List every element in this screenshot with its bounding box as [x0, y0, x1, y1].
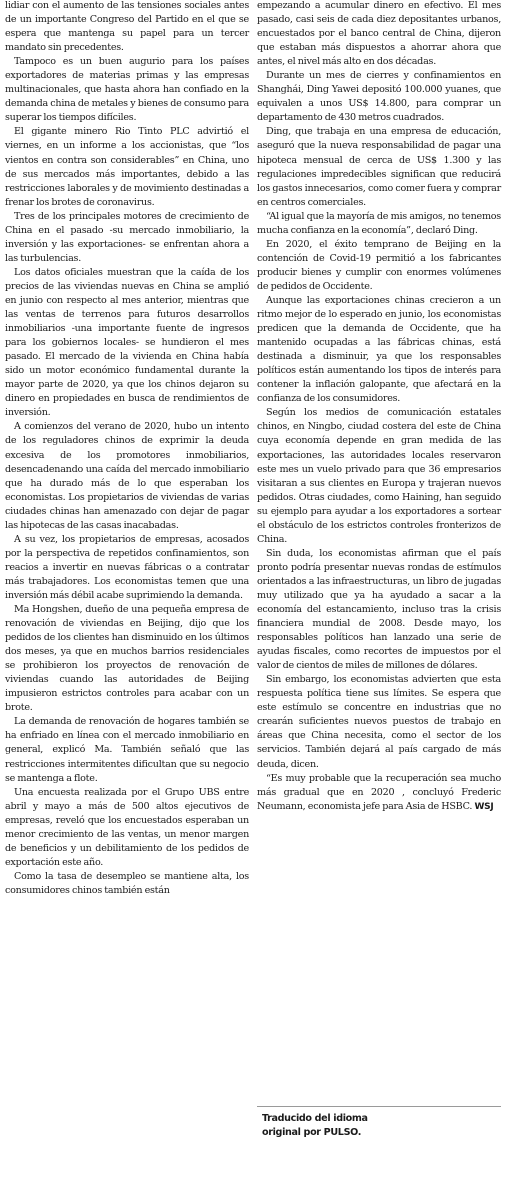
article-paragraph: Según los medios de comunicación estatales chinos, en Ningbo, ciudad costera del este de China cuya economía depende en gran medida de las exportaciones, las autoridades locales reservaron este mes un vuelo privado para que 36 empresarios visitaran a sus clientes en Europa y trajeran nuevos pedidos. Otras ciudades, como Haining, han seguido su ejemplo para ayudar a los exportadores a sortear el obstáculo de los estrictos controles fronterizos de China.: [257, 407, 501, 545]
article-paragraph: Ma Hongshen, dueño de una pequeña empresa de renovación de viviendas en Beijing, dijo que los pedidos de los clientes han disminuido en los últimos dos meses, ya que en muchos barrios residenciales se prohibieron los proyectos de renovación de viviendas cuando las autoridades de Beijing impusieron estrictos controles para acabar con un brote.: [5, 604, 249, 714]
article-paragraph: A su vez, los propietarios de empresas, acosados por la perspectiva de repetidos confinamientos, son reacios a invertir en nuevas fábricas o a contratar más trabajadores. Los economistas temen que una inversión más débil acabe suprimiendo la demanda.: [5, 533, 249, 601]
article-column-left: [5, 0, 249, 898]
article-paragraph: Una encuesta realizada por el Grupo UBS entre abril y mayo a más de 500 altos ejecutivos de empresas, reveló que los encuestados esperaban un menor crecimiento de las ventas, un menor margen de beneficios y un debilitamiento de los pedidos de exportación este año.: [5, 786, 249, 868]
article-paragraph: La demanda de renovación de hogares también se ha enfriado en línea con el mercado inmobiliario en general, explicó Ma. También señaló que las restricciones intermitentes dificultan que su negocio se mantenga a flote.: [5, 716, 249, 784]
article-paragraph: Los datos oficiales muestran que la caída de los precios de las viviendas nuevas en China se amplió en junio con respecto al mes anterior, mientras que las ventas de terrenos para futuros desarrollos inmobiliarios -una importante fuente de ingresos para los gobiernos locales- se hundieron el mes pasado. El mercado de la vivienda en China había sido un motor económico fundamental durante la mayor parte de 2020, ya que los chinos dejaron su dinero en propiedades en busca de rendimientos de inversión.: [5, 266, 249, 419]
article-paragraph: Tampoco es un buen augurio para los países exportadores de materias primas y las empresas multinacionales, que hasta ahora han confiado en la demanda china de metales y bienes de consumo para superar los tiempos difíciles.: [5, 56, 249, 124]
article-paragraph: lidiar con el aumento de las tensiones sociales antes de un importante Congreso del Partido en el que se espera que mantenga su papel para un tercer mandato sin precedentes.: [5, 0, 249, 54]
article-paragraph: Tres de los principales motores de crecimiento de China en el pasado -su mercado inmobiliario, la inversión y las exportaciones- se enfrentan ahora a las turbulencias.: [5, 210, 249, 264]
article-paragraph: “Es muy probable que la recuperación sea mucho más gradual que en 2020 , concluyó Frederic Neumann, economista jefe para Asia de HSBC. WSJ: [257, 772, 501, 812]
article-paragraph: En 2020, el éxito temprano de Beijing en la contención de Covid-19 permitió a los fabricantes producir bienes y cumplir con enormes volúmenes de pedidos de Occidente.: [257, 238, 501, 292]
article-paragraph: Aunque las exportaciones chinas crecieron a un ritmo mejor de lo esperado en junio, los economistas predicen que la demanda de Occidente, que ha mantenido ocupadas a las fábricas chinas, está destinada a disminuir, ya que los responsables políticos están aumentando los tipos de interés para contener la inflación galopante, que afectará en la confianza de los consumidores.: [257, 294, 501, 405]
article-paragraph: Ding, que trabaja en una empresa de educación, aseguró que la nueva responsabilidad de pagar una hipoteca mensual de cerca de US$ 1.300 y las regulaciones impredecibles significan que reducirá los gastos innecesarios, como comer fuera y comprar en centros comerciales.: [257, 126, 501, 208]
article-paragraph: Sin duda, los economistas afirman que el país pronto podría presentar nuevas rondas de estímulos orientados a las infraestructuras, un libro de jugadas muy utilizado que ya ha ayudado a sacar a la economía del estancamiento, incluso tras la crisis financiera mundial de 2008. Desde mayo, los responsables políticos han lanzado una serie de ayudas fiscales, como recortes de impuestos por el valor de cientos de miles de millones de dólares.: [257, 547, 501, 672]
translation-credit: [262, 1112, 492, 1140]
wsj-signature: WSJ: [474, 801, 494, 812]
credit-line-2: original por PULSO.: [262, 1127, 362, 1138]
credit-divider: [257, 1106, 501, 1107]
article-paragraph: A comienzos del verano de 2020, hubo un intento de los reguladores chinos de exprimir la deuda excesiva de los promotores inmobiliarios, desencadenando una caída del mercado inmobiliario que ha durado más de lo que esperaban los economistas. Los propietarios de viviendas de varias ciudades chinas han amenazado con dejar de pagar las hipotecas de las casas inacabadas.: [5, 421, 249, 531]
article-column-right: [257, 0, 501, 814]
article-paragraph: El gigante minero Rio Tinto PLC advirtió el viernes, en un informe a los accionistas, que “los vientos en contra son considerables” en China, uno de sus mercados más importantes, debido a las restricciones laborales y de movimiento destinadas a frenar los brotes de coronavirus.: [5, 126, 249, 208]
article-paragraph: Durante un mes de cierres y confinamientos en Shanghái, Ding Yawei depositó 100.000 yuanes, que equivalen a unos US$ 14.800, para comprar un departamento de 430 metros cuadrados.: [257, 70, 501, 124]
article-paragraph: empezando a acumular dinero en efectivo. El mes pasado, casi seis de cada diez depositantes urbanos, encuestados por el banco central de China, dijeron que estaban más dispuestos a ahorrar ahora que antes, el nivel más alto en dos décadas.: [257, 0, 501, 68]
article-paragraph: “Al igual que la mayoría de mis amigos, no tenemos mucha confianza en la economía”, declaró Ding.: [257, 210, 501, 236]
credit-line-1: Traducido del idioma: [262, 1113, 368, 1124]
article-paragraph: Sin embargo, los economistas advierten que esta respuesta política tiene sus límites. Se espera que este estímulo se concentre en industrias que no crearán suficientes nuevos puestos de trabajo en áreas que China necesita, como el sector de los servicios. También dejará al país cargado de más deuda, dicen.: [257, 674, 501, 770]
article-paragraph: Como la tasa de desempleo se mantiene alta, los consumidores chinos también están: [5, 870, 249, 896]
